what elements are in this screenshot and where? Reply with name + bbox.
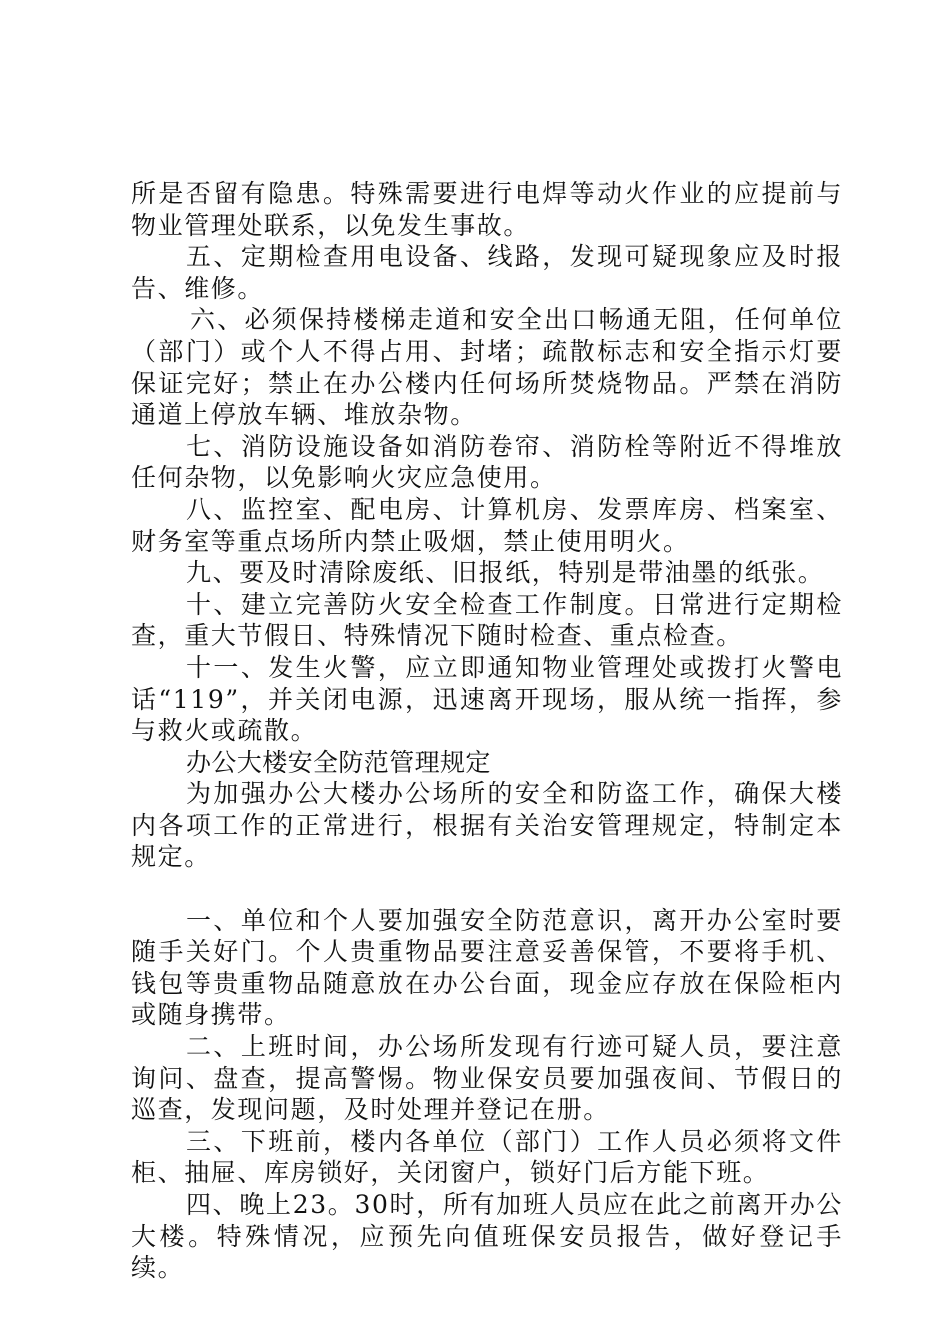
paragraph-intro: 为加强办公大楼办公场所的安全和防盗工作，确保大楼内各项工作的正常进行，根据有关治安管理规定，特制定本规定。 [131,779,843,872]
paragraph-item-10: 十、建立完善防火安全检查工作制度。日常进行定期检查，重大节假日、特殊情况下随时检查、重点检查。 [131,589,843,651]
paragraph-item-7: 七、消防设施设备如消防卷帘、消防栓等附近不得堆放任何杂物，以免影响火灾应急使用。 [131,431,843,493]
paragraph-rule-4: 四、晚上23。30时，所有加班人员应在此之前离开办公大楼。特殊情况，应预先向值班保安员报告，做好登记手续。 [131,1190,843,1283]
paragraph-rule-3: 三、下班前，楼内各单位（部门）工作人员必须将文件柜、抽屉、库房锁好，关闭窗户，锁好门后方能下班。 [131,1126,843,1188]
blank-line [131,873,843,905]
paragraph-item-5: 五、定期检查用电设备、线路，发现可疑现象应及时报告、维修。 [131,242,843,303]
paragraph-item-11: 十一、发生火警，应立即通知物业管理处或拨打火警电话“119”，并关闭电源，迅速离开现场，服从统一指挥，参与救火或疏散。 [131,652,843,746]
paragraph-item-8: 八、监控室、配电房、计算机房、发票库房、档案室、财务室等重点场所内禁止吸烟，禁止使用明火。 [131,494,843,556]
section-title: 办公大楼安全防范管理规定 [186,747,491,777]
document-body [131,178,843,1284]
paragraph-item-9: 九、要及时清除废纸、旧报纸，特别是带油墨的纸张。 [186,558,825,588]
paragraph-rule-1: 一、单位和个人要加强安全防范意识，离开办公室时要随手关好门。个人贵重物品要注意妥善保管，不要将手机、钱包等贵重物品随意放在办公台面，现金应存放在保险柜内或随身携带。 [131,905,843,1030]
paragraph-continuation: 所是否留有隐患。特殊需要进行电焊等动火作业的应提前与物业管理处联系，以免发生事故。 [131,179,843,240]
paragraph-item-6: 六、必须保持楼梯走道和安全出口畅通无阻，任何单位（部门）或个人不得占用、封堵；疏散标志和安全指示灯要保证完好；禁止在办公楼内任何场所焚烧物品。严禁在消防通道上停放车辆、堆放杂物。 [131,305,843,430]
paragraph-rule-2: 二、上班时间，办公场所发现有行迹可疑人员，要注意询问、盘查，提高警惕。物业保安员要加强夜间、节假日的巡查，发现问题，及时处理并登记在册。 [131,1032,843,1125]
